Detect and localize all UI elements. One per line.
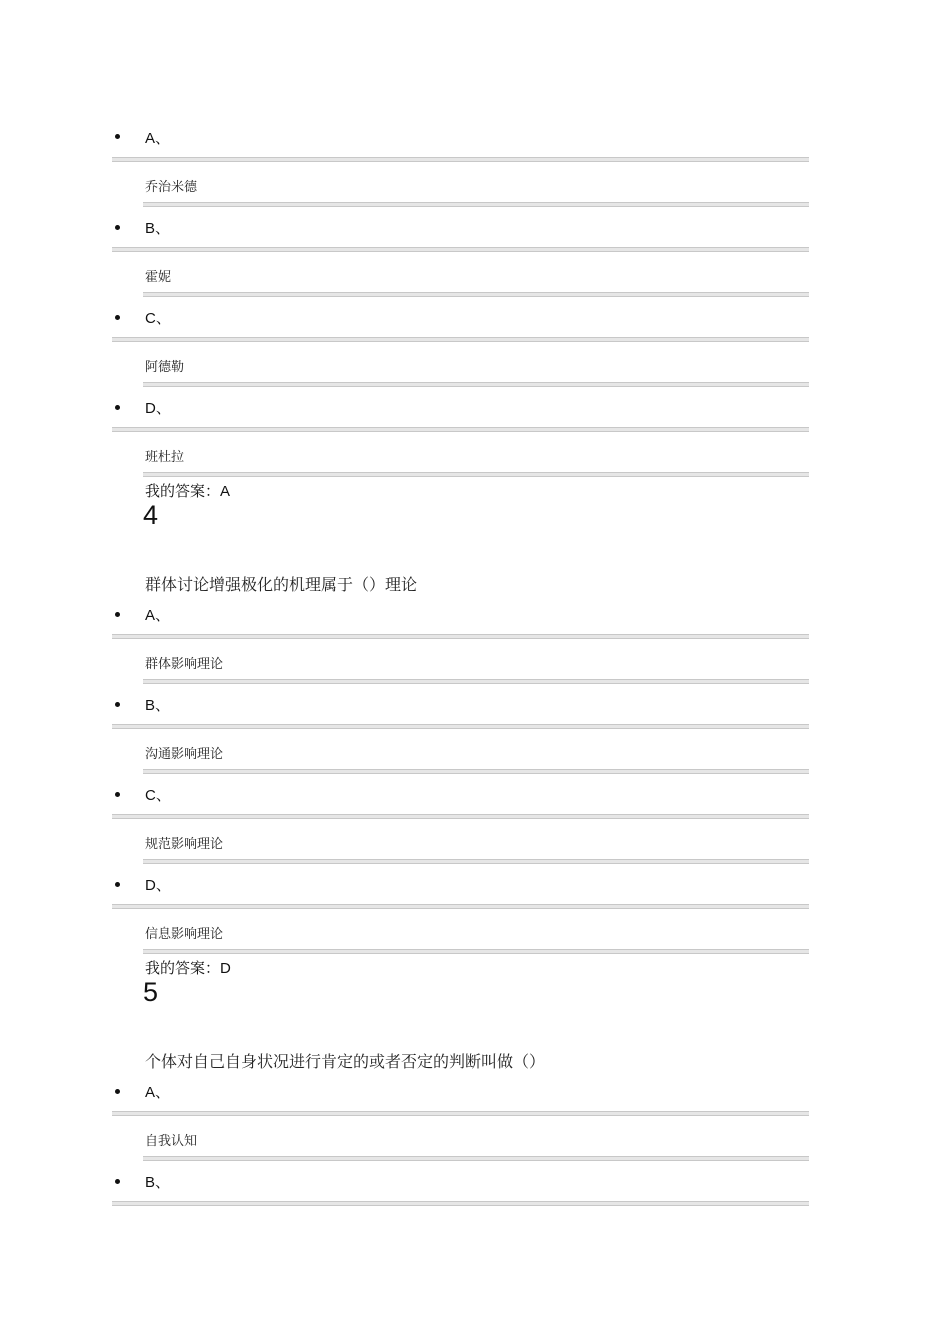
- bullet: [115, 702, 120, 707]
- option-text: 霍妮: [145, 270, 172, 285]
- option-text: 信息影响理论: [145, 927, 224, 942]
- option-text: 群体影响理论: [145, 657, 224, 672]
- divider: [143, 202, 809, 207]
- bullet: [115, 792, 120, 797]
- option-text: 规范影响理论: [145, 837, 224, 852]
- option-text: 沟通影响理论: [145, 747, 224, 762]
- divider: [143, 292, 809, 297]
- option-text: 自我认知: [145, 1134, 198, 1149]
- divider: [112, 814, 809, 819]
- option-letter: C、: [145, 787, 171, 804]
- divider: [112, 157, 809, 162]
- divider: [112, 634, 809, 639]
- question-text: 个体对自己自身状况进行肯定的或者否定的判断叫做（）: [145, 1052, 546, 1071]
- divider: [112, 1201, 809, 1206]
- option-text: 乔治米德: [145, 180, 198, 195]
- question-number: 4: [143, 500, 159, 530]
- question-text: 群体讨论增强极化的机理属于（）理论: [145, 575, 418, 594]
- bullet: [115, 1089, 120, 1094]
- bullet: [115, 612, 120, 617]
- bullet: [115, 1179, 120, 1184]
- bullet: [115, 225, 120, 230]
- answer-value: D: [220, 960, 231, 977]
- answer-value: A: [220, 483, 231, 500]
- divider: [112, 724, 809, 729]
- divider: [112, 1111, 809, 1116]
- divider: [143, 769, 809, 774]
- divider: [143, 679, 809, 684]
- option-letter: A、: [145, 607, 171, 624]
- option-text: 阿德勒: [145, 360, 185, 375]
- option-text: 班杜拉: [145, 450, 185, 465]
- divider: [143, 949, 809, 954]
- divider: [112, 904, 809, 909]
- option-letter: B、: [145, 697, 171, 714]
- bullet: [115, 405, 120, 410]
- bullet: [115, 315, 120, 320]
- divider: [143, 472, 809, 477]
- option-letter: A、: [145, 130, 171, 147]
- divider: [112, 337, 809, 342]
- my-answer: [145, 480, 230, 501]
- divider: [143, 1156, 809, 1161]
- option-letter: A、: [145, 1084, 171, 1101]
- question-number: 5: [143, 977, 159, 1007]
- answer-label: 我的答案：: [145, 959, 221, 977]
- bullet: [115, 882, 120, 887]
- divider: [143, 382, 809, 387]
- option-letter: B、: [145, 1174, 171, 1191]
- answer-label: 我的答案：: [145, 482, 221, 500]
- bullet: [115, 134, 120, 139]
- divider: [143, 859, 809, 864]
- divider: [112, 247, 809, 252]
- option-letter: B、: [145, 220, 171, 237]
- divider: [112, 427, 809, 432]
- my-answer: [145, 957, 231, 978]
- option-letter: C、: [145, 310, 171, 327]
- option-letter: D、: [145, 400, 171, 417]
- option-letter: D、: [145, 877, 171, 894]
